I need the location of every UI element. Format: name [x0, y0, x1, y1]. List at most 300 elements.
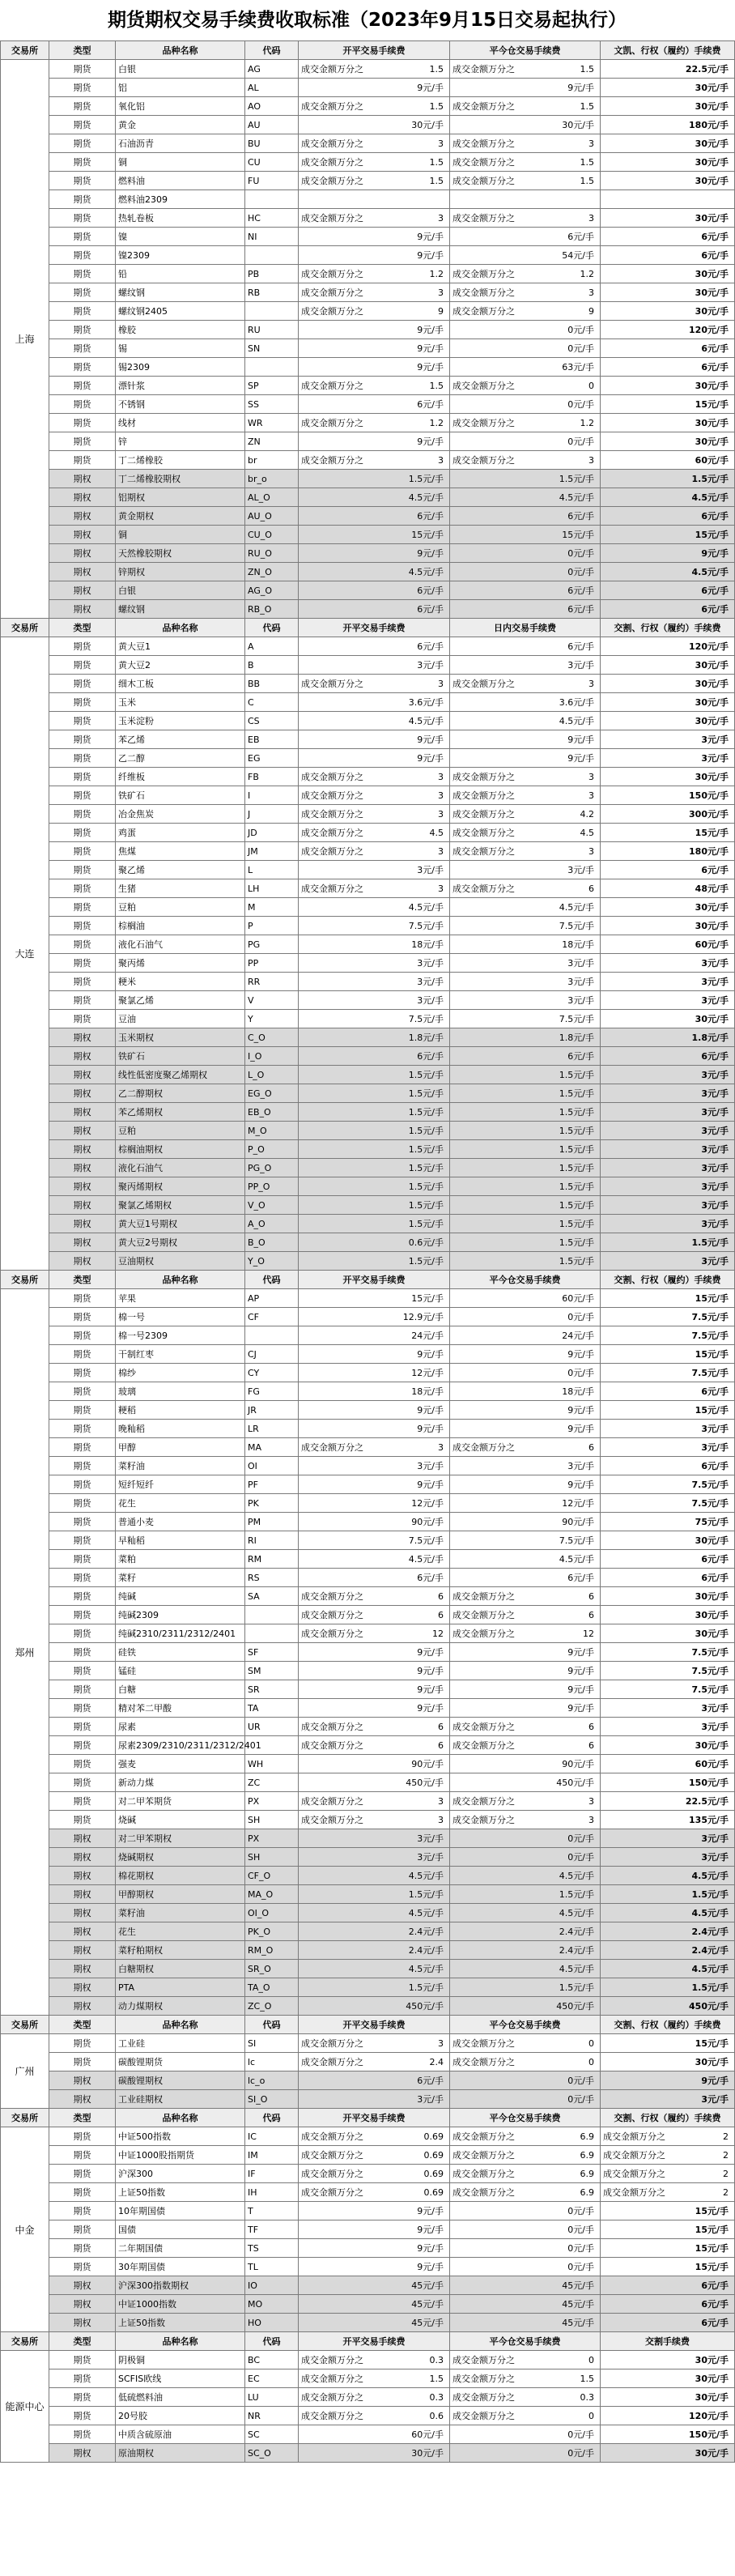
fee-value: 0元/手 [567, 2429, 594, 2440]
delivery-fee-cell [601, 1233, 735, 1252]
fee-value: 30元/手 [695, 83, 729, 93]
fee-value: 9元/手 [417, 753, 444, 764]
close-today-fee-cell [450, 1755, 601, 1773]
delivery-fee-cell [601, 395, 735, 414]
fee-value: 1.5 [580, 63, 594, 75]
close-today-fee-cell [450, 2369, 601, 2388]
delivery-fee-cell [601, 2314, 735, 2332]
fee-value: 1.2 [580, 417, 594, 428]
fee-value: 7.5元/手 [559, 921, 594, 931]
close-today-fee-cell [450, 1829, 601, 1848]
close-today-fee-cell [450, 2351, 601, 2369]
code-cell: SI [245, 2034, 299, 2053]
fee-value: 450元/手 [556, 2001, 594, 2012]
table-row [1, 1699, 735, 1718]
fee-basis-label: 成交金额万分之 [301, 1796, 363, 1807]
delivery-fee-cell [601, 526, 735, 544]
fee-value: 7.5元/手 [691, 1684, 729, 1695]
fee-value: 0元/手 [567, 2225, 594, 2235]
type-cell: 期权 [49, 1829, 116, 1848]
table-row [1, 470, 735, 488]
open-close-fee-cell [299, 749, 450, 768]
open-close-fee-cell [299, 1364, 450, 1382]
delivery-fee-cell [601, 749, 735, 768]
open-close-fee-cell [299, 1513, 450, 1531]
fee-value: 3 [438, 790, 444, 801]
fee-value: 30元/手 [695, 2448, 729, 2459]
open-close-fee-cell [299, 1382, 450, 1401]
table-row [1, 2276, 735, 2295]
fee-value: 3元/手 [701, 1424, 729, 1434]
delivery-fee-cell [601, 97, 735, 116]
product-name-cell: 强麦 [116, 1755, 245, 1773]
product-name-cell: 尿素2309/2310/2311/2312/2401 [116, 1736, 245, 1755]
type-cell: 期货 [49, 1680, 116, 1699]
type-cell: 期权 [49, 1848, 116, 1867]
fee-value: 4.5元/手 [559, 902, 594, 913]
column-header: 交割、行权（履约）手续费 [601, 619, 735, 637]
code-cell: P [245, 917, 299, 935]
fee-value: 3 [588, 212, 594, 224]
open-close-fee-cell [299, 265, 450, 283]
table-row [1, 302, 735, 321]
code-cell: MO [245, 2295, 299, 2314]
table-row [1, 712, 735, 730]
fee-value: 9元/手 [567, 1647, 594, 1658]
table-row [1, 637, 735, 656]
table-row [1, 1047, 735, 1066]
product-name-cell: 橡胶 [116, 321, 245, 339]
code-cell: PP_O [245, 1177, 299, 1196]
type-cell: 期货 [49, 116, 116, 134]
open-close-fee-cell [299, 693, 450, 712]
fee-value: 3 [438, 1814, 444, 1825]
open-close-fee-cell [299, 2314, 450, 2332]
code-cell: ZN [245, 432, 299, 451]
table-row [1, 786, 735, 805]
table-row [1, 1010, 735, 1028]
code-cell: EG [245, 749, 299, 768]
fee-value: 30元/手 [695, 418, 729, 428]
delivery-fee-cell [601, 1177, 735, 1196]
fee-value: 1.5元/手 [408, 1088, 444, 1099]
fee-value: 3元/手 [417, 1852, 444, 1863]
product-name-cell: 锰硅 [116, 1662, 245, 1680]
close-today-fee-cell [450, 898, 601, 917]
open-close-fee-cell [299, 2053, 450, 2071]
fee-value: 9元/手 [417, 1647, 444, 1658]
table-row [1, 1345, 735, 1364]
column-header: 文凯、行权（履约）手续费 [601, 41, 735, 60]
fee-value: 6 [438, 1739, 444, 1751]
fee-value: 90元/手 [411, 1759, 444, 1769]
fee-value: 1.5元/手 [559, 1237, 594, 1248]
fee-value: 1.5元/手 [691, 1237, 729, 1248]
product-name-cell: 聚丙烯 [116, 954, 245, 973]
fee-value: 7.5元/手 [408, 1535, 444, 1546]
fee-value: 30元/手 [695, 2392, 729, 2403]
fee-value: 15元/手 [695, 828, 729, 838]
delivery-fee-cell [601, 1513, 735, 1531]
fee-basis-label: 成交金额万分之 [301, 1722, 363, 1732]
table-row [1, 879, 735, 898]
fee-value: 3 [438, 138, 444, 149]
open-close-fee-cell [299, 1159, 450, 1177]
fee-value: 6元/手 [701, 865, 729, 875]
table-row [1, 2407, 735, 2425]
fee-value: 9元/手 [417, 1424, 444, 1434]
product-name-cell: 原油期权 [116, 2444, 245, 2463]
type-cell: 期权 [49, 600, 116, 619]
code-cell: RU_O [245, 544, 299, 563]
open-close-fee-cell [299, 246, 450, 265]
table-row [1, 1755, 735, 1773]
delivery-fee-cell [601, 1569, 735, 1587]
code-cell: FB [245, 768, 299, 786]
fee-value: 1.5 [580, 2373, 594, 2384]
close-today-fee-cell [450, 2146, 601, 2165]
fee-value: 3元/手 [701, 1163, 729, 1173]
fee-basis-label: 成交金额万分之 [452, 809, 515, 820]
table-row [1, 1513, 735, 1531]
close-today-fee-cell [450, 1438, 601, 1457]
delivery-fee-cell [601, 321, 735, 339]
fee-basis-label: 成交金额万分之 [452, 1591, 515, 1602]
delivery-fee-cell [601, 302, 735, 321]
fee-value: 0元/手 [567, 548, 594, 559]
product-name-cell: 铁矿石 [116, 1047, 245, 1066]
fee-value: 1.5元/手 [408, 1163, 444, 1173]
fee-value: 120元/手 [689, 2411, 729, 2421]
open-close-fee-cell [299, 432, 450, 451]
delivery-fee-cell [601, 1345, 735, 1364]
type-cell: 期货 [49, 935, 116, 954]
product-name-cell: 豆油期权 [116, 1252, 245, 1271]
close-today-fee-cell [450, 2183, 601, 2202]
column-header: 交易所 [1, 41, 49, 60]
close-today-fee-cell [450, 134, 601, 153]
fee-value: 7.5元/手 [691, 1666, 729, 1676]
fee-value: 6元/手 [701, 1386, 729, 1397]
table-row [1, 414, 735, 432]
fee-value: 1.5元/手 [408, 1982, 444, 1993]
close-today-fee-cell [450, 451, 601, 470]
product-name-cell: 铝 [116, 79, 245, 97]
open-close-fee-cell [299, 1662, 450, 1680]
close-today-fee-cell [450, 1978, 601, 1997]
table-row [1, 2258, 735, 2276]
fee-value: 3元/手 [701, 977, 729, 987]
fee-value: 18元/手 [562, 1386, 594, 1397]
table-row [1, 1792, 735, 1811]
fee-value: 30元/手 [695, 436, 729, 447]
close-today-fee-cell [450, 805, 601, 824]
fee-value: 6元/手 [701, 1051, 729, 1062]
fee-basis-label: 成交金额万分之 [301, 157, 363, 168]
delivery-fee-cell [601, 1606, 735, 1624]
fee-value: 6元/手 [567, 232, 594, 242]
fee-basis-label: 成交金额万分之 [301, 884, 363, 894]
table-row [1, 97, 735, 116]
table-row [1, 190, 735, 209]
product-name-cell: 中质含硫原油 [116, 2425, 245, 2444]
delivery-fee-cell [601, 488, 735, 507]
product-name-cell: 国债 [116, 2220, 245, 2239]
delivery-fee-cell [601, 898, 735, 917]
fee-basis-label: 成交金额万分之 [452, 2355, 515, 2365]
column-header: 开平交易手续费 [299, 1271, 450, 1289]
delivery-fee-cell [601, 470, 735, 488]
code-cell: RR [245, 973, 299, 991]
fee-basis-label: 成交金额万分之 [301, 138, 363, 149]
fee-basis-label: 成交金额万分之 [301, 2038, 363, 2049]
fee-value: 9元/手 [701, 2076, 729, 2086]
code-cell: RB [245, 283, 299, 302]
table-row [1, 917, 735, 935]
table-row [1, 935, 735, 954]
delivery-fee-cell [601, 1867, 735, 1885]
open-close-fee-cell [299, 1606, 450, 1624]
table-row [1, 2369, 735, 2388]
code-cell: AU_O [245, 507, 299, 526]
delivery-fee-cell [601, 246, 735, 265]
delivery-fee-cell [601, 805, 735, 824]
exchange-cell: 大连 [1, 637, 49, 1271]
product-name-cell: 新动力煤 [116, 1773, 245, 1792]
delivery-fee-cell [601, 2165, 735, 2183]
fee-basis-label: 成交金额万分之 [452, 455, 515, 466]
fee-value: 6元/手 [567, 585, 594, 596]
close-today-fee-cell [450, 1345, 601, 1364]
type-cell: 期权 [49, 2444, 116, 2463]
fee-value: 1.5元/手 [559, 1889, 594, 1900]
fee-value: 3元/手 [701, 958, 729, 969]
table-row [1, 898, 735, 917]
column-header: 平今仓交易手续费 [450, 2332, 601, 2351]
table-row [1, 321, 735, 339]
open-close-fee-cell [299, 898, 450, 917]
type-cell: 期货 [49, 395, 116, 414]
open-close-fee-cell [299, 1084, 450, 1103]
fee-basis-label: 成交金额万分之 [301, 1610, 363, 1620]
fee-value: 6元/手 [701, 1461, 729, 1471]
open-close-fee-cell [299, 1699, 450, 1718]
fee-value: 4.5元/手 [559, 716, 594, 726]
table-row [1, 1159, 735, 1177]
fee-value: 3元/手 [701, 1144, 729, 1155]
close-today-fee-cell [450, 358, 601, 377]
delivery-fee-cell [601, 1997, 735, 2016]
delivery-fee-cell [601, 1326, 735, 1345]
fee-value: 75元/手 [695, 1517, 729, 1527]
fee-value: 1.5元/手 [559, 1219, 594, 1229]
delivery-fee-cell [601, 1084, 735, 1103]
open-close-fee-cell [299, 451, 450, 470]
table-row [1, 377, 735, 395]
product-name-cell: 液化石油气 [116, 1159, 245, 1177]
delivery-fee-cell [601, 1010, 735, 1028]
fee-value: 3元/手 [567, 977, 594, 987]
column-header: 平今仓交易手续费 [450, 2109, 601, 2127]
product-name-cell: 10年期国债 [116, 2202, 245, 2220]
fee-value: 2 [723, 2131, 729, 2142]
close-today-fee-cell [450, 1531, 601, 1550]
delivery-fee-cell [601, 60, 735, 79]
open-close-fee-cell [299, 1289, 450, 1308]
close-today-fee-cell [450, 1475, 601, 1494]
code-cell [245, 358, 299, 377]
fee-value: 60元/手 [695, 1759, 729, 1769]
fee-value: 1.5 [429, 156, 444, 168]
delivery-fee-cell [601, 507, 735, 526]
code-cell: PX [245, 1792, 299, 1811]
fee-table [0, 40, 735, 2463]
fee-value: 15元/手 [695, 2262, 729, 2272]
type-cell: 期货 [49, 712, 116, 730]
section-header-row [1, 2109, 735, 2127]
type-cell: 期货 [49, 675, 116, 693]
fee-basis-label: 成交金额万分之 [452, 306, 515, 317]
open-close-fee-cell [299, 2369, 450, 2388]
delivery-fee-cell [601, 954, 735, 973]
column-header: 品种名称 [116, 1271, 245, 1289]
open-close-fee-cell [299, 991, 450, 1010]
delivery-fee-cell [601, 134, 735, 153]
fee-value: 30元/手 [411, 120, 444, 130]
delivery-fee-cell [601, 1960, 735, 1978]
close-today-fee-cell [450, 2314, 601, 2332]
type-cell: 期权 [49, 1233, 116, 1252]
open-close-fee-cell [299, 1718, 450, 1736]
fee-value: 0元/手 [567, 567, 594, 577]
code-cell: IF [245, 2165, 299, 2183]
code-cell: RB_O [245, 600, 299, 619]
type-cell: 期货 [49, 377, 116, 395]
product-name-cell: 中证1000股指期货 [116, 2146, 245, 2165]
fee-value: 3 [588, 1814, 594, 1825]
code-cell: PM [245, 1513, 299, 1531]
delivery-fee-cell [601, 265, 735, 283]
close-today-fee-cell [450, 1867, 601, 1885]
code-cell: TL [245, 2258, 299, 2276]
product-name-cell: 玻璃 [116, 1382, 245, 1401]
open-close-fee-cell [299, 1680, 450, 1699]
fee-value: 2.4元/手 [559, 1927, 594, 1937]
type-cell: 期权 [49, 563, 116, 581]
fee-value: 12 [432, 1628, 444, 1639]
code-cell [245, 1624, 299, 1643]
table-row [1, 1028, 735, 1047]
delivery-fee-cell [601, 1550, 735, 1569]
delivery-fee-cell [601, 861, 735, 879]
fee-value: 3元/手 [417, 660, 444, 671]
table-row [1, 246, 735, 265]
fee-value: 3元/手 [701, 1182, 729, 1192]
fee-value: 9元/手 [567, 83, 594, 93]
fee-value: 6元/手 [417, 2076, 444, 2086]
fee-value: 0 [588, 2056, 594, 2067]
type-cell: 期货 [49, 973, 116, 991]
fee-value: 30元/手 [695, 1535, 729, 1546]
fee-basis-label: 成交金额万分之 [452, 101, 515, 112]
open-close-fee-cell [299, 1252, 450, 1271]
open-close-fee-cell [299, 2276, 450, 2295]
fee-value: 6元/手 [417, 1573, 444, 1583]
fee-basis-label: 成交金额万分之 [301, 418, 363, 428]
product-name-cell: 晚籼稻 [116, 1420, 245, 1438]
column-header: 交易所 [1, 2016, 49, 2034]
fee-value: 15元/手 [695, 1293, 729, 1304]
fee-basis-label: 成交金额万分之 [452, 287, 515, 298]
type-cell: 期权 [49, 1177, 116, 1196]
fee-value: 60元/手 [562, 1293, 594, 1304]
fee-value: 3元/手 [701, 1219, 729, 1229]
table-row [1, 2351, 735, 2369]
delivery-fee-cell [601, 2425, 735, 2444]
table-row [1, 1140, 735, 1159]
open-close-fee-cell [299, 712, 450, 730]
fee-value: 6元/手 [701, 2318, 729, 2328]
type-cell: 期货 [49, 749, 116, 768]
delivery-fee-cell [601, 1215, 735, 1233]
product-name-cell: 乙二醇期权 [116, 1084, 245, 1103]
code-cell: WH [245, 1755, 299, 1773]
type-cell: 期权 [49, 1047, 116, 1066]
code-cell: PK_O [245, 1922, 299, 1941]
delivery-fee-cell [601, 1475, 735, 1494]
type-cell: 期货 [49, 917, 116, 935]
table-row [1, 1196, 735, 1215]
table-row [1, 1829, 735, 1848]
fee-value: 3元/手 [567, 958, 594, 969]
fee-value: 6元/手 [417, 585, 444, 596]
code-cell: PX [245, 1829, 299, 1848]
fee-basis-label: 成交金额万分之 [452, 884, 515, 894]
type-cell: 期货 [49, 2369, 116, 2388]
type-cell: 期权 [49, 488, 116, 507]
delivery-fee-cell [601, 637, 735, 656]
fee-basis-label: 成交金额万分之 [452, 2374, 515, 2384]
fee-value: 0元/手 [567, 399, 594, 410]
fee-value: 3 [438, 1795, 444, 1807]
delivery-fee-cell [601, 2183, 735, 2202]
table-row [1, 693, 735, 712]
type-cell: 期权 [49, 1066, 116, 1084]
open-close-fee-cell [299, 2127, 450, 2146]
type-cell: 期货 [49, 898, 116, 917]
delivery-fee-cell [601, 1196, 735, 1215]
fee-basis-label: 成交金额万分之 [452, 2038, 515, 2049]
fee-value: 45元/手 [411, 2318, 444, 2328]
fee-value: 1.5元/手 [559, 1200, 594, 1211]
delivery-fee-cell [601, 2220, 735, 2239]
fee-basis-label: 成交金额万分之 [452, 1610, 515, 1620]
fee-value: 30元/手 [695, 2374, 729, 2384]
fee-value: 150元/手 [689, 2429, 729, 2440]
fee-value: 30元/手 [695, 138, 729, 149]
fee-value: 30元/手 [695, 306, 729, 317]
table-row [1, 451, 735, 470]
code-cell: BC [245, 2351, 299, 2369]
fee-value: 45元/手 [411, 2280, 444, 2291]
type-cell: 期货 [49, 60, 116, 79]
open-close-fee-cell [299, 786, 450, 805]
fee-value: 0 [588, 380, 594, 391]
delivery-fee-cell [601, 1978, 735, 1997]
fee-basis-label: 成交金额万分之 [301, 381, 363, 391]
close-today-fee-cell [450, 581, 601, 600]
fee-value: 6元/手 [701, 232, 729, 242]
